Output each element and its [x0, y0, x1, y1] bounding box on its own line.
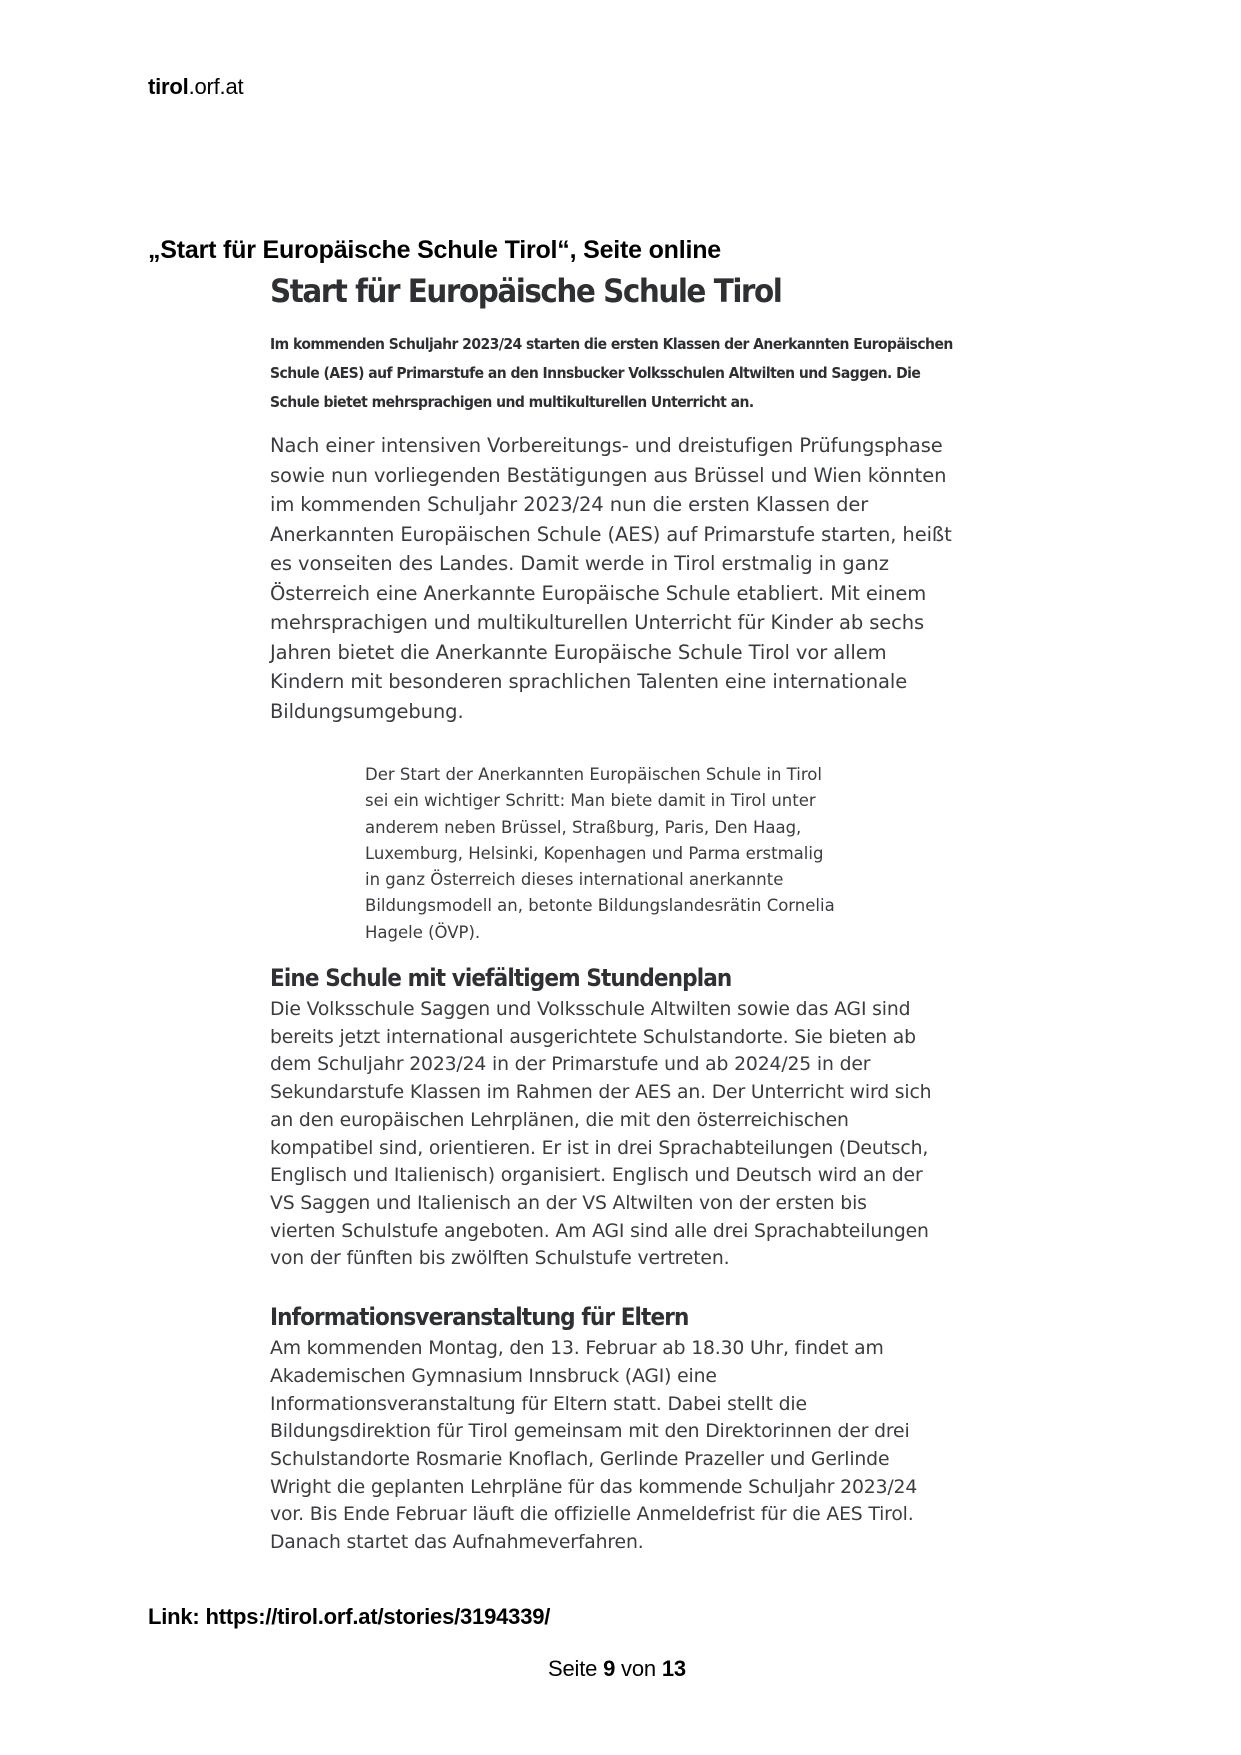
paragraph-line: Österreich eine Anerkannte Europäische Schule etabliert. Mit einem	[270, 581, 927, 605]
paragraph-line: Akademischen Gymnasium Innsbruck (AGI) eine	[270, 1365, 717, 1387]
page-total: 13	[661, 1656, 686, 1681]
section-heading-information: Informationsveranstaltung für Eltern	[270, 1303, 689, 1332]
source-name-bold: tirol	[148, 74, 189, 99]
paragraph-line: Danach startet das Aufnahmeverfahren.	[270, 1532, 644, 1554]
article-lead	[270, 330, 972, 417]
paragraph-line: im kommenden Schuljahr 2023/24 nun die ersten Klassen der	[270, 493, 869, 516]
paragraph-line: VS Saggen und Italienisch an der VS Altwilten von der ersten bis	[270, 1193, 867, 1214]
quote-line: anderem neben Brüssel, Straßburg, Paris, Den Haag,	[365, 817, 802, 837]
article-headline: Start für Europäische Schule Tirol	[270, 272, 782, 310]
paragraph-line: dem Schuljahr 2023/24 in der Primarstufe und ab 2024/25 in der	[270, 1054, 871, 1076]
lead-line: Im kommenden Schuljahr 2023/24 starten die ersten Klassen der Anerkannten Europäischen	[270, 335, 953, 353]
quote-line: Luxemburg, Helsinki, Kopenhagen und Parma erstmalig	[365, 843, 824, 863]
section-stundenplan-text	[270, 996, 990, 1273]
paragraph-line: Am kommenden Montag, den 13. Februar ab 18.30 Uhr, findet am	[270, 1338, 884, 1360]
page-middle: von	[615, 1656, 662, 1681]
paragraph-line: Englisch und Italienisch) organisiert. Englisch und Deutsch wird an der	[270, 1165, 923, 1187]
page-current: 9	[603, 1656, 616, 1681]
quote-line: Bildungsmodell an, betonte Bildungslandesrätin Cornelia	[365, 896, 835, 916]
paragraph-line: Bildungsumgebung.	[270, 699, 464, 723]
quote-line: sei ein wichtiger Schritt: Man biete damit in Tirol unter	[365, 791, 816, 811]
page-number	[548, 1656, 686, 1682]
paragraph-line: von der fünften bis zwölften Schulstufe vertreten.	[270, 1248, 730, 1270]
source-link[interactable]: Link: https://tirol.orf.at/stories/3194339/	[148, 1604, 551, 1629]
document-title: „Start für Europäische Schule Tirol“, Seite online	[148, 236, 721, 264]
paragraph-line: vierten Schulstufe angeboten. Am AGI sind alle drei Sprachabteilungen	[270, 1220, 929, 1242]
paragraph-line: Bildungsdirektion für Tirol gemeinsam mit den Direktorinnen der drei	[270, 1421, 910, 1443]
quote-line: Der Start der Anerkannten Europäischen Schule in Tirol	[365, 765, 822, 784]
article-quote	[365, 762, 885, 946]
paragraph-line: Kindern mit besonderen sprachlichen Talenten eine internationale	[270, 670, 908, 693]
paragraph-line: sowie nun vorliegenden Bestätigungen aus Brüssel und Wien könnten	[270, 463, 947, 487]
paragraph-line: an den europäischen Lehrplänen, die mit den österreichischen	[270, 1109, 849, 1131]
quote-line: Hagele (ÖVP).	[365, 922, 481, 942]
paragraph-line: Sekundarstufe Klassen im Rahmen der AES an. Der Unterricht wird sich	[270, 1082, 932, 1104]
paragraph-line: Anerkannten Europäischen Schule (AES) auf Primarstufe starten, heißt	[270, 522, 952, 546]
article-paragraph-1	[270, 431, 990, 726]
quote-line: in ganz Österreich dieses international anerkannte	[365, 870, 784, 890]
paragraph-line: Informationsveranstaltung für Eltern statt. Dabei stellt die	[270, 1393, 807, 1415]
page-prefix: Seite	[548, 1656, 604, 1681]
paragraph-line: vor. Bis Ende Februar läuft die offizielle Anmeldefrist für die AES Tirol.	[270, 1504, 914, 1526]
paragraph-line: bereits jetzt international ausgerichtete Schulstandorte. Sie bieten ab	[270, 1026, 916, 1048]
lead-line: Schule bietet mehrsprachigen und multikulturellen Unterricht an.	[270, 393, 754, 411]
paragraph-line: kompatibel sind, orientieren. Er ist in drei Sprachabteilungen (Deutsch,	[270, 1137, 929, 1159]
source-outlet	[148, 74, 243, 100]
paragraph-line: Schulstandorte Rosmarie Knoflach, Gerlinde Prazeller und Gerlinde	[270, 1448, 890, 1470]
article-clipping	[270, 272, 990, 1557]
lead-line: Schule (AES) auf Primarstufe an den Innsbucker Volksschulen Altwilten und Saggen. Die	[270, 364, 921, 382]
paragraph-line: Nach einer intensiven Vorbereitungs- und dreistufigen Prüfungsphase	[270, 434, 943, 457]
paragraph-line: Jahren bietet die Anerkannte Europäische Schule Tirol vor allem	[270, 640, 887, 664]
source-domain: .orf.at	[188, 74, 244, 99]
section-information-text	[270, 1335, 990, 1557]
paragraph-line: Die Volksschule Saggen und Volksschule Altwilten sowie das AGI sind	[270, 999, 911, 1021]
section-heading-stundenplan: Eine Schule mit viefältigem Stundenplan	[270, 964, 732, 993]
paragraph-line: es vonseiten des Landes. Damit werde in Tirol erstmalig in ganz	[270, 552, 889, 575]
paragraph-line: mehrsprachigen und multikulturellen Unterricht für Kinder ab sechs	[270, 611, 925, 634]
paragraph-line: Wright die geplanten Lehrpläne für das kommende Schuljahr 2023/24	[270, 1476, 918, 1498]
